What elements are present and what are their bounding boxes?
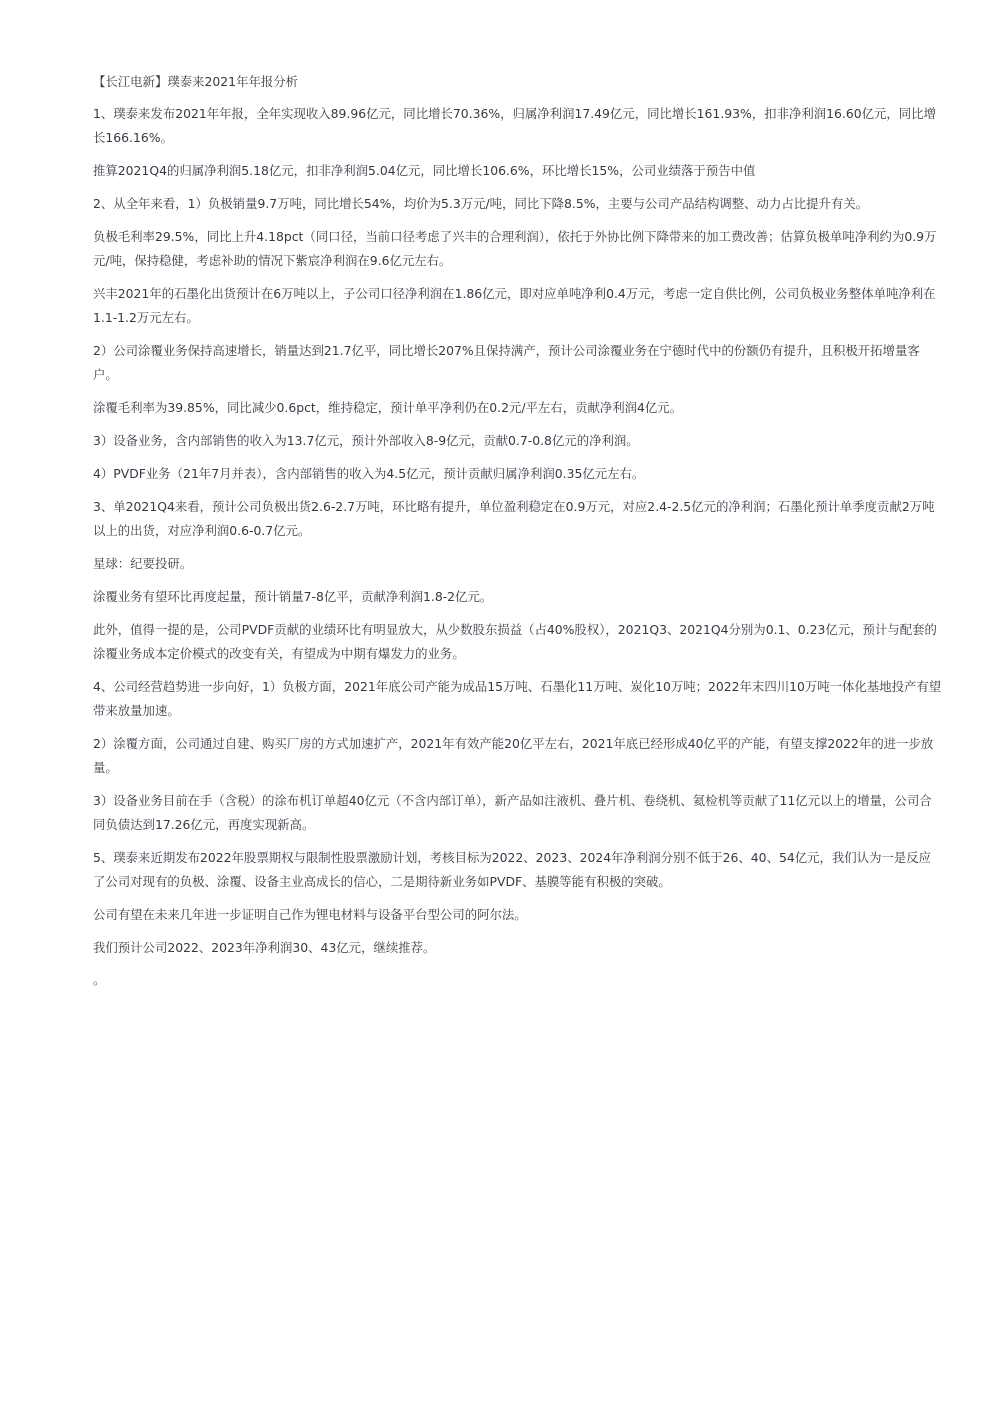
paragraph-17: 5、璞泰来近期发布2022年股票期权与限制性股票激励计划，考核目标为2022、2023、2024年净利润分别不低于26、40、54亿元，我们认为一是反应了公司对现有的负极、涂覆、设备主业高成长的信心，二是期待新业务如PVDF、基膜等能有积极的突破。 [93,850,932,889]
paragraph-15: 2）涂覆方面，公司通过自建、购买厂房的方式加速扩产，2021年有效产能20亿平左右，2021年底已经形成40亿平的产能，有望支撑2022年的进一步放量。 [93,736,934,775]
paragraph-3: 2、从全年来看，1）负极销量9.7万吨，同比增长54%，均价为5.3万元/吨，同比下降8.5%，主要与公司产品结构调整、动力占比提升有关。 [93,196,869,211]
paragraph-11: 星球：纪要投研。 [93,556,193,571]
paragraph-2: 推算2021Q4的归属净利润5.18亿元，扣非净利润5.04亿元，同比增长106.6%，环比增长15%，公司业绩落于预告中值 [93,163,756,178]
paragraph-18: 公司有望在未来几年进一步证明自己作为锂电材料与设备平台型公司的阿尔法。 [93,907,527,922]
paragraph-16: 3）设备业务目前在手（含税）的涂布机订单超40亿元（不含内部订单），新产品如注液机、叠片机、卷绕机、氦检机等贡献了11亿元以上的增量，公司合同负债达到17.26亿元，再度实现新高。 [93,793,932,832]
document-title: 【长江电新】璞泰来2021年年报分析 [93,74,299,89]
paragraph-19: 我们预计公司2022、2023年净利润30、43亿元，继续推荐。 [93,940,436,955]
paragraph-7: 涂覆毛利率为39.85%，同比减少0.6pct，维持稳定，预计单平净利仍在0.2元/平左右，贡献净利润4亿元。 [93,400,683,415]
paragraph-1: 1、璞泰来发布2021年年报，全年实现收入89.96亿元，同比增长70.36%，归属净利润17.49亿元，同比增长161.93%，扣非净利润16.60亿元，同比增长166.16%。 [93,106,936,145]
paragraph-6: 2）公司涂覆业务保持高速增长，销量达到21.7亿平，同比增长207%且保持满产，预计公司涂覆业务在宁德时代中的份额仍有提升，且积极开拓增量客户。 [93,343,920,382]
paragraph-10: 3、单2021Q4来看，预计公司负极出货2.6-2.7万吨，环比略有提升，单位盈利稳定在0.9万元，对应2.4-2.5亿元的净利润；石墨化预计单季度贡献2万吨以上的出货，对应净利润0.6-0.7亿元。 [93,499,935,538]
paragraph-12: 涂覆业务有望环比再度起量，预计销量7-8亿平，贡献净利润1.8-2亿元。 [93,589,493,604]
trailing-mark: 。 [93,972,106,987]
paragraph-9: 4）PVDF业务（21年7月并表），含内部销售的收入为4.5亿元，预计贡献归属净利润0.35亿元左右。 [93,466,645,481]
paragraph-5: 兴丰2021年的石墨化出货预计在6万吨以上，子公司口径净利润在1.86亿元，即对应单吨净利0.4万元，考虑一定自供比例，公司负极业务整体单吨净利在1.1-1.2万元左右。 [93,286,936,325]
document-body [93,70,943,1001]
paragraph-4: 负极毛利率29.5%，同比上升4.18pct（同口径，当前口径考虑了兴丰的合理利润），依托于外协比例下降带来的加工费改善；估算负极单吨净利约为0.9万元/吨，保持稳健，考虑补助的情况下紫宸净利润在9.6亿元左右。 [93,229,937,268]
paragraph-8: 3）设备业务，含内部销售的收入为13.7亿元，预计外部收入8-9亿元，贡献0.7-0.8亿元的净利润。 [93,433,639,448]
paragraph-14: 4、公司经营趋势进一步向好，1）负极方面，2021年底公司产能为成品15万吨、石墨化11万吨、炭化10万吨；2022年末四川10万吨一体化基地投产有望带来放量加速。 [93,679,942,718]
paragraph-13: 此外，值得一提的是，公司PVDF贡献的业绩环比有明显放大，从少数股东损益（占40%股权），2021Q3、2021Q4分别为0.1、0.23亿元，预计与配套的涂覆业务成本定价模式的改变有关，有望成为中期有爆发力的业务。 [93,622,937,661]
